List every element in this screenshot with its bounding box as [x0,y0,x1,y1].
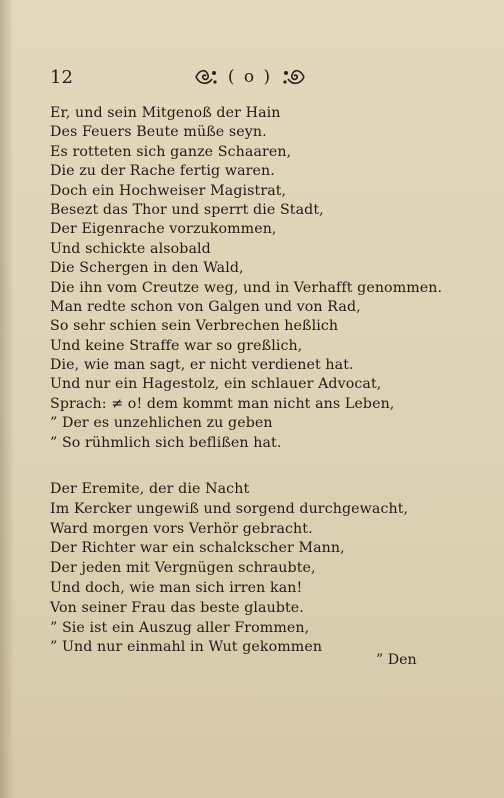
verse-line: Und schickte alsobald [50,240,211,257]
verse-line: Sprach: ≠ o! dem kommt man nicht ans Leben, [50,395,395,412]
verse-line: ” So rühmlich sich beflißen hat. [50,434,282,451]
catchword: ” Den [376,652,417,668]
verse-line: Man redte schon von Galgen und von Rad, [50,298,361,315]
stanza-2 [50,480,470,658]
verse-line: Der Eremite, der die Nacht [50,481,250,497]
stanza-1 [50,104,470,453]
verse-line: Des Feuers Beute müße seyn. [50,124,267,141]
verse-line: Er, und sein Mitgenoß der Hain [50,105,281,121]
verse-line: Im Kercker ungewiß und sorgend durchgewacht, [50,500,409,517]
verse-line: Die, wie man sagt, er nicht verdienet hat. [50,357,354,374]
verse-line: Und nur ein Hagestolz, ein schlauer Advocat, [50,376,382,393]
verse-line: ” Und nur einmahl in Wut gekommen [50,639,323,656]
verse-line: Von seiner Frau das beste glaubte. [50,599,304,616]
verse-line: Der jeden mit Vergnügen schraubte, [50,560,316,577]
verse-line: Doch ein Hochweiser Magistrat, [50,182,287,199]
page-number: 12 [50,67,73,88]
verse-line: Der Eigenrache vorzukommen, [50,221,277,238]
verse-line: Die ihn vom Creutze weg, und in Verhafft genommen. [50,279,443,296]
ornament-text: ( o ) [227,67,273,87]
verse-line: So sehr schien sein Verbrechen heßlich [50,318,339,335]
verse-line: Und doch, wie man sich irren kan! [50,579,303,596]
verse-line: Besezt das Thor und sperrt die Stadt, [50,201,324,218]
verse-line: Es rotteten sich ganze Schaaren, [50,143,292,160]
page-header [0,66,504,90]
verse-line: ” Sie ist ein Auszug aller Frommen, [50,619,310,636]
verse-line: Die Schergen in den Wald, [50,260,244,277]
right-fleuron-icon [282,67,306,87]
verse-line: Und keine Straffe war so greßlich, [50,337,303,354]
left-fleuron-icon [194,67,218,87]
verse-line: Der Richter war ein schalckscher Mann, [50,540,345,557]
verse-line: ” Der es unzehlichen zu geben [50,415,273,432]
header-ornament [176,67,324,87]
verse-line: Ward morgen vors Verhör gebracht. [50,520,313,537]
verse-line: Die zu der Rache fertig waren. [50,163,275,180]
